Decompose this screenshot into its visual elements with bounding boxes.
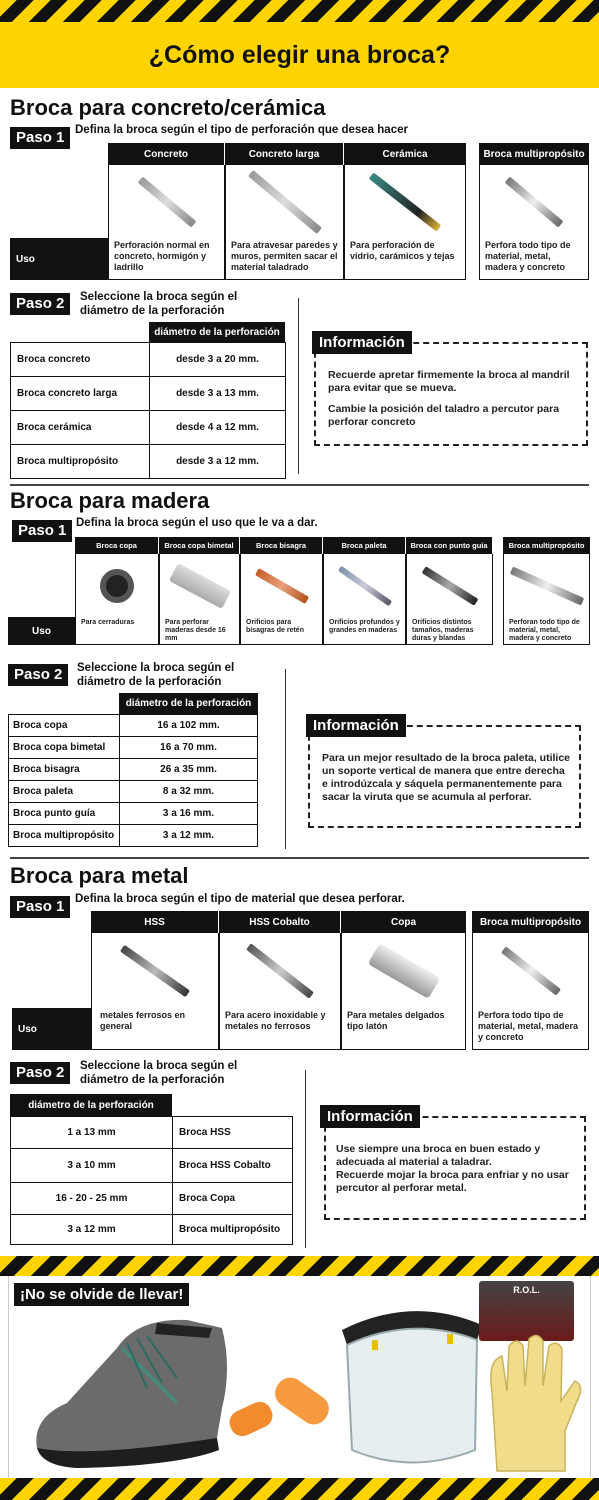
work-gloves-image: [477, 1331, 587, 1476]
cell-diametro: 16 - 20 - 25 mm: [11, 1183, 173, 1215]
col-header: Broca multipropósito: [479, 143, 589, 165]
uso-text: Para acero inoxidable y metales no ferrosos: [219, 1008, 341, 1050]
ppe-panel: [8, 1276, 591, 1478]
paso2-badge: Paso 2: [10, 1062, 70, 1084]
col-header: Cerámica: [344, 143, 466, 165]
uso-text: Perfora todo tipo de material, metal, madera y concreto: [472, 1008, 589, 1050]
concreto-diameter-table: [10, 342, 286, 479]
uso-text: Perfora todo tipo de material, metal, madera y concreto: [479, 238, 589, 280]
paso1-badge: Paso 1: [12, 520, 72, 542]
info-title: Información: [312, 331, 412, 354]
drill-image-hss: [91, 933, 219, 1008]
uso-text: Orificios para bisagras de retén: [240, 617, 323, 645]
hazard-stripe-bottom: [0, 1478, 599, 1500]
col-header: Broca copa bimetal: [159, 537, 239, 554]
table-row: [11, 1215, 293, 1245]
diameter-header: diámetro de la perforación: [10, 1094, 172, 1116]
cell-diametro: desde 3 a 12 mm.: [150, 445, 286, 479]
ppe-title: ¡No se olvide de llevar!: [14, 1283, 189, 1306]
table-row: [9, 803, 258, 825]
table-row: [11, 411, 286, 445]
info-title: Información: [306, 714, 406, 737]
divider: [305, 1070, 306, 1248]
drill-image-multiproposito: [503, 554, 590, 617]
uso-text: Orificios profundos y grandes en maderas: [323, 617, 406, 645]
col-header: Broca bisagra: [240, 537, 322, 554]
col-header: HSS: [91, 911, 218, 933]
cell-diametro: 26 a 35 mm.: [120, 759, 258, 781]
table-row: [11, 445, 286, 479]
divider: [298, 298, 299, 474]
face-shield-image: [327, 1300, 497, 1478]
table-row: [9, 759, 258, 781]
col-header: Broca paleta: [323, 537, 405, 554]
paso2-badge: Paso 2: [10, 293, 70, 315]
madera-diameter-table: [8, 714, 258, 847]
title-banner: [0, 22, 599, 88]
col-header: HSS Cobalto: [219, 911, 340, 933]
paso2-text: Seleccione la broca según el diámetro de la perforación: [80, 1060, 238, 1086]
uso-text: Orificios distintos tamaños, maderas duras y blandas: [406, 617, 493, 645]
paso1-text: Defina la broca según el uso que le va a dar.: [76, 517, 318, 529]
drill-image-copa-bimetal: [159, 554, 240, 617]
drill-image-copa: [341, 933, 466, 1008]
table-row: [9, 781, 258, 803]
diameter-header: diámetro de la perforación: [119, 693, 258, 714]
paso2-text: Seleccione la broca según el diámetro de la perforación: [80, 291, 238, 317]
paso1-badge: Paso 1: [10, 127, 70, 149]
cell-broca: Broca multipropósito: [173, 1215, 293, 1245]
cell-broca: Broca multipropósito: [9, 825, 120, 847]
cell-broca: Broca punto guía: [9, 803, 120, 825]
cell-diametro: 3 a 12 mm.: [120, 825, 258, 847]
cell-diametro: desde 3 a 13 mm.: [150, 377, 286, 411]
col-header: Concreto: [108, 143, 224, 165]
drill-image-concreto-larga: [225, 165, 344, 238]
info-text: Recuerde mojar la broca para enfriar y no usar percutor al perforar metal.: [336, 1169, 569, 1194]
section-divider: [10, 484, 589, 486]
uso-text: Para cerraduras: [75, 617, 159, 645]
section-heading-metal: Broca para metal: [10, 863, 189, 888]
drill-image-hss-cobalto: [219, 933, 341, 1008]
table-row: [11, 1149, 293, 1183]
table-row: [9, 825, 258, 847]
cell-broca: Broca copa: [9, 715, 120, 737]
section-heading-concreto: Broca para concreto/cerámica: [10, 95, 326, 120]
drill-image-paleta: [323, 554, 406, 617]
paso2-badge: Paso 2: [8, 664, 68, 686]
cell-broca: Broca cerámica: [11, 411, 150, 445]
col-header: Broca copa: [75, 537, 158, 554]
safety-boot-image: [27, 1308, 237, 1468]
divider: [285, 669, 286, 849]
cell-broca: Broca concreto: [11, 343, 150, 377]
cell-broca: Broca bisagra: [9, 759, 120, 781]
hazard-stripe-middle: [0, 1256, 599, 1276]
cell-diametro: 3 a 16 mm.: [120, 803, 258, 825]
glove-brand-label: R.O.L.: [513, 1285, 540, 1295]
drill-image-copa: [75, 554, 159, 617]
uso-text: Para perforación de vidrio, carámicos y tejas: [344, 238, 466, 280]
uso-text: Para metales delgados tipo latón: [341, 1008, 466, 1050]
cell-broca: Broca multipropósito: [11, 445, 150, 479]
uso-text: Para atravesar paredes y muros, permiten sacar el material taladrado: [225, 238, 344, 280]
paso1-text: Defina la broca según el tipo de material que desea perforar.: [75, 893, 405, 905]
cell-diametro: 16 a 70 mm.: [120, 737, 258, 759]
uso-text: Perforación normal en concreto, hormigón y ladrillo: [108, 238, 225, 280]
cell-diametro: 16 a 102 mm.: [120, 715, 258, 737]
drill-image-bisagra: [240, 554, 323, 617]
uso-text: metales ferrosos en general: [91, 1008, 219, 1050]
cell-diametro: 3 a 10 mm: [11, 1149, 173, 1183]
info-text: Para un mejor resultado de la broca paleta, utilice un soporte vertical de manera que entre derecha e introdúzcala y sáquela permanentemente para sacar la viruta que se acumula al perforar.: [322, 752, 570, 803]
hazard-stripe-top: [0, 0, 599, 22]
uso-text: Perforan todo tipo de material, metal, madera y concreto: [503, 617, 590, 645]
cell-broca: Broca copa bimetal: [9, 737, 120, 759]
table-row: [11, 1117, 293, 1149]
uso-text: Para perforar maderas desde 16 mm: [159, 617, 240, 645]
cell-diametro: 1 a 13 mm: [11, 1117, 173, 1149]
drill-image-multiproposito: [472, 933, 589, 1008]
cell-broca: Broca HSS: [173, 1117, 293, 1149]
drill-image-ceramica: [344, 165, 466, 238]
table-row: [11, 343, 286, 377]
info-text: Recuerde apretar firmemente la broca al mandril para evitar que se mueva.: [328, 369, 570, 394]
cell-broca: Broca concreto larga: [11, 377, 150, 411]
info-text: Cambie la posición del taladro a percutor para perforar concreto: [328, 403, 560, 428]
section-heading-madera: Broca para madera: [10, 488, 210, 513]
col-header: Broca multipropósito: [472, 911, 589, 933]
section-divider: [10, 857, 589, 859]
metal-diameter-table: [10, 1116, 293, 1245]
table-row: [11, 1183, 293, 1215]
earplugs-image: [227, 1366, 337, 1466]
paso1-text: Defina la broca según el tipo de perforación que desea hacer: [75, 124, 408, 136]
page-title: ¿Cómo elegir una broca?: [148, 40, 451, 69]
cell-diametro: 3 a 12 mm: [11, 1215, 173, 1245]
drill-image-multiproposito: [479, 165, 589, 238]
col-header: Concreto larga: [225, 143, 343, 165]
uso-label: Uso: [12, 1008, 91, 1050]
info-title: Información: [320, 1105, 420, 1128]
paso1-badge: Paso 1: [10, 896, 70, 918]
cell-diametro: 8 a 32 mm.: [120, 781, 258, 803]
uso-label: Uso: [10, 238, 108, 280]
cell-diametro: desde 3 a 20 mm.: [150, 343, 286, 377]
drill-image-concreto: [108, 165, 225, 238]
table-row: [9, 715, 258, 737]
uso-label: Uso: [8, 617, 75, 645]
col-header: Copa: [341, 911, 466, 933]
table-row: [9, 737, 258, 759]
cell-broca: Broca HSS Cobalto: [173, 1149, 293, 1183]
drill-image-punto-guia: [406, 554, 493, 617]
cell-diametro: desde 4 a 12 mm.: [150, 411, 286, 445]
col-header: Broca con punto guía: [406, 537, 492, 554]
table-row: [11, 377, 286, 411]
cell-broca: Broca paleta: [9, 781, 120, 803]
diameter-header: diámetro de la perforación: [149, 322, 285, 342]
info-text: Use siempre una broca en buen estado y adecuada al material a taladrar.: [336, 1143, 541, 1168]
cell-broca: Broca Copa: [173, 1183, 293, 1215]
col-header: Broca multipropósito: [503, 537, 590, 554]
paso2-text: Seleccione la broca según el diámetro de la perforación: [77, 662, 235, 688]
